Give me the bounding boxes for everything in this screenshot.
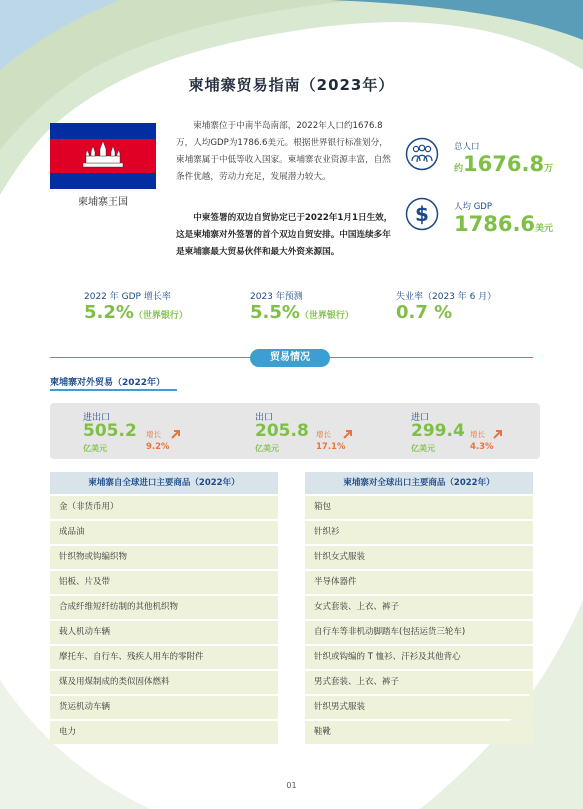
trade-import-growth-value: 4.3% (470, 442, 494, 452)
indicator-forecast (250, 302, 354, 323)
population-stat (454, 152, 553, 176)
table-row: 成品油 (50, 521, 278, 544)
table-row: 针织衫 (305, 521, 533, 544)
flag-caption: 柬埔寨王国 (78, 197, 128, 208)
indicator-gdp-growth-note: （世界银行） (133, 311, 188, 321)
indicator-unemployment-label: 失业率（2023 年 6 月） (396, 292, 497, 302)
table-row: 载人机动车辆 (50, 621, 278, 644)
table-row: 金（非货币用） (50, 496, 278, 519)
indicator-forecast-value: 5.5% (250, 302, 300, 323)
svg-text:$: $ (415, 202, 429, 226)
imports-table (50, 472, 278, 744)
trade-export-growth-value: 17.1% (316, 442, 346, 452)
gdp-per-capita-unit: 美元 (535, 224, 554, 234)
table-row: 针织或钩编的 T 恤衫、汗衫及其他背心 (305, 646, 533, 669)
exports-table (305, 472, 533, 744)
page-title: 柬埔寨贸易指南（2023年） (188, 76, 395, 94)
indicator-gdp-growth (84, 302, 188, 323)
trade-import-growth-label: 增长 (470, 430, 485, 439)
population-prefix: 约 (454, 164, 464, 174)
trade-total-growth-value: 9.2% (146, 442, 170, 452)
exports-table-header: 柬埔寨对全球出口主要商品（2022年） (305, 472, 533, 494)
trade-total-unit: 亿美元 (83, 444, 107, 453)
section-title-trade: 贸易情况 (250, 349, 330, 367)
trade-subtitle: 柬埔寨对外贸易（2022年） (50, 378, 166, 388)
trade-export-unit: 亿美元 (255, 444, 279, 453)
indicator-unemployment (396, 302, 452, 323)
table-row: 男式套装、上衣、裤子 (305, 671, 533, 694)
trend-up-arrow-icon (492, 428, 504, 440)
table-row: 电力 (50, 721, 278, 744)
intro-paragraph: 柬埔寨位于中南半岛南部，2022年人口约1676.8万，人均GDP为1786.6美元。根据世界银行标准划分，柬埔寨属于中低等收入国家。柬埔寨农业资源丰富，自然条件优越，劳动力充足，发展潜力较大。 (176, 121, 391, 182)
table-row: 货运机动车辆 (50, 696, 278, 719)
gdp-per-capita-label: 人均 GDP (454, 202, 492, 212)
trend-up-arrow-icon (342, 428, 354, 440)
trade-total-growth-label: 增长 (146, 430, 161, 439)
population-value: 1676.8 (463, 152, 545, 176)
people-icon (405, 137, 439, 171)
subtitle-underline (50, 389, 177, 391)
trade-import-unit: 亿美元 (411, 444, 435, 453)
trade-import-value: 299.4 (411, 421, 465, 441)
indicator-forecast-note: （世界银行） (299, 311, 354, 321)
indicator-gdp-growth-value: 5.2% (84, 302, 134, 323)
gdp-per-capita-value: 1786.6 (454, 212, 536, 236)
table-row: 自行车等非机动脚踏车(包括运货三轮车) (305, 621, 533, 644)
population-label: 总人口 (454, 142, 480, 152)
trade-import-label: 进口 (411, 413, 430, 423)
trade-export-label: 出口 (255, 413, 274, 423)
trade-total-value: 505.2 (83, 421, 137, 441)
gdp-per-capita-stat (454, 212, 553, 236)
table-row: 鞋靴 (305, 721, 533, 744)
population-unit: 万 (544, 164, 554, 174)
indicator-forecast-label: 2023 年预测 (250, 292, 303, 302)
trade-export-value: 205.8 (255, 421, 309, 441)
trend-up-arrow-icon (170, 428, 182, 440)
table-row: 针织男式服装 (305, 696, 533, 719)
page-number: 01 (286, 781, 297, 790)
table-row: 女式套装、上衣、裤子 (305, 596, 533, 619)
trade-total-label: 进出口 (83, 413, 111, 423)
table-row: 针织女式服装 (305, 546, 533, 569)
table-row: 铝板、片及带 (50, 571, 278, 594)
imports-table-header: 柬埔寨自全球进口主要商品（2022年） (50, 472, 278, 494)
indicator-unemployment-value: 0.7 % (396, 302, 453, 323)
dollar-icon (405, 197, 439, 231)
agreement-paragraph: 中柬签署的双边自贸协定已于2022年1月1日生效，这是柬埔寨对外签署的首个双边自贸安排。中国连续多年是柬埔寨最大贸易伙伴和最大外资来源国。 (176, 213, 393, 257)
table-row: 合成纤维短纤纺制的其他机织物 (50, 596, 278, 619)
table-row: 煤及用煤制成的类似固体燃料 (50, 671, 278, 694)
trade-export-growth-label: 增长 (316, 430, 331, 439)
cambodia-flag (50, 123, 156, 189)
indicator-gdp-growth-label: 2022 年 GDP 增长率 (84, 292, 171, 302)
table-row: 针织物或钩编织物 (50, 546, 278, 569)
table-row: 半导体器件 (305, 571, 533, 594)
table-row: 摩托车、自行车、残疾人用车的零附件 (50, 646, 278, 669)
table-row: 箱包 (305, 496, 533, 519)
